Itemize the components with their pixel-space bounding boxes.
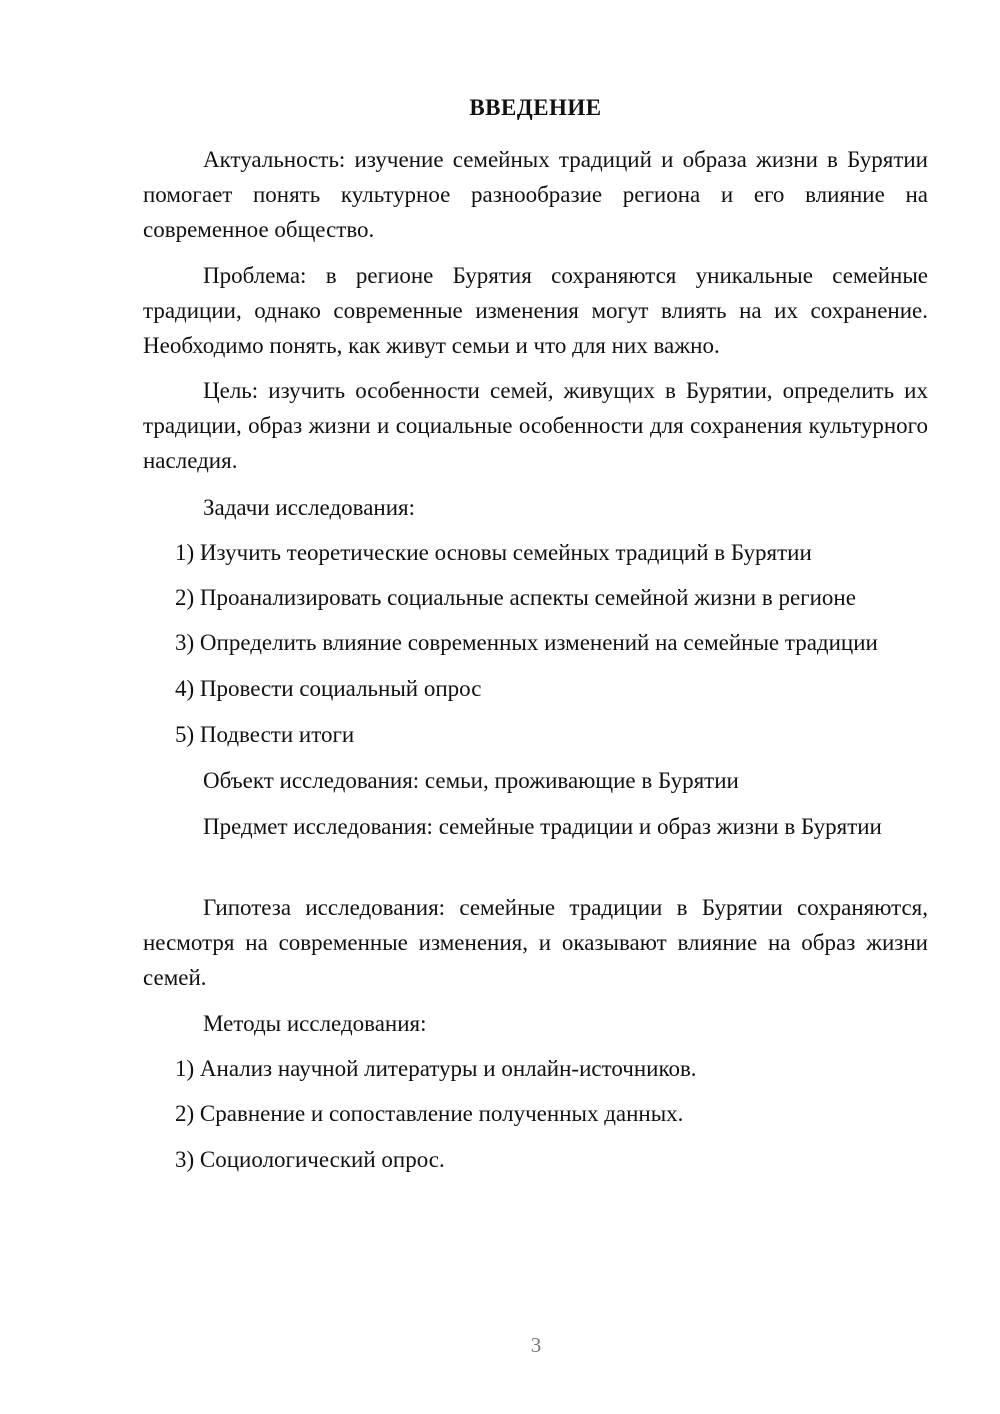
task-item: 2) Проанализировать социальные аспекты семейной жизни в регионе — [175, 585, 856, 610]
methods-heading: Методы исследования: — [203, 1011, 427, 1036]
page-number: 3 — [530, 1333, 542, 1357]
task-item: 5) Подвести итоги — [175, 722, 355, 747]
tasks-heading: Задачи исследования: — [203, 495, 416, 520]
task-item: 1) Изучить теоретические основы семейных традиций в Бурятии — [175, 540, 812, 565]
object-paragraph: Объект исследования: семьи, проживающие в Бурятии — [203, 768, 739, 793]
subject-paragraph: Предмет исследования: семейные традиции и образ жизни в Бурятии — [203, 814, 882, 839]
problem-paragraph: Проблема: в регионе Бурятия сохраняются уникальные семейные традиции, однако современные изменения могут влиять на их сохранение. Необходимо понять, как живут семьи и что для них важно. — [143, 263, 928, 358]
task-item: 3) Определить влияние современных изменений на семейные традиции — [175, 630, 878, 655]
relevance-paragraph: Актуальность: изучение семейных традиций и образа жизни в Бурятии помогает понять культурное разнообразие региона и его влияние на современное общество. — [143, 147, 928, 242]
task-item: 4) Провести социальный опрос — [175, 676, 482, 701]
method-item: 3) Социологический опрос. — [175, 1147, 445, 1172]
page-title: ВВЕДЕНИЕ — [469, 95, 602, 120]
hypothesis-paragraph: Гипотеза исследования: семейные традиции в Бурятии сохраняются, несмотря на современные изменения, и оказывают влияние на образ жизни семей. — [143, 895, 928, 990]
method-item: 1) Анализ научной литературы и онлайн-источников. — [175, 1056, 697, 1081]
method-item: 2) Сравнение и сопоставление полученных данных. — [175, 1101, 684, 1126]
goal-paragraph: Цель: изучить особенности семей, живущих в Бурятии, определить их традиции, образ жизни и социальные особенности для сохранения культурного наследия. — [143, 378, 928, 473]
